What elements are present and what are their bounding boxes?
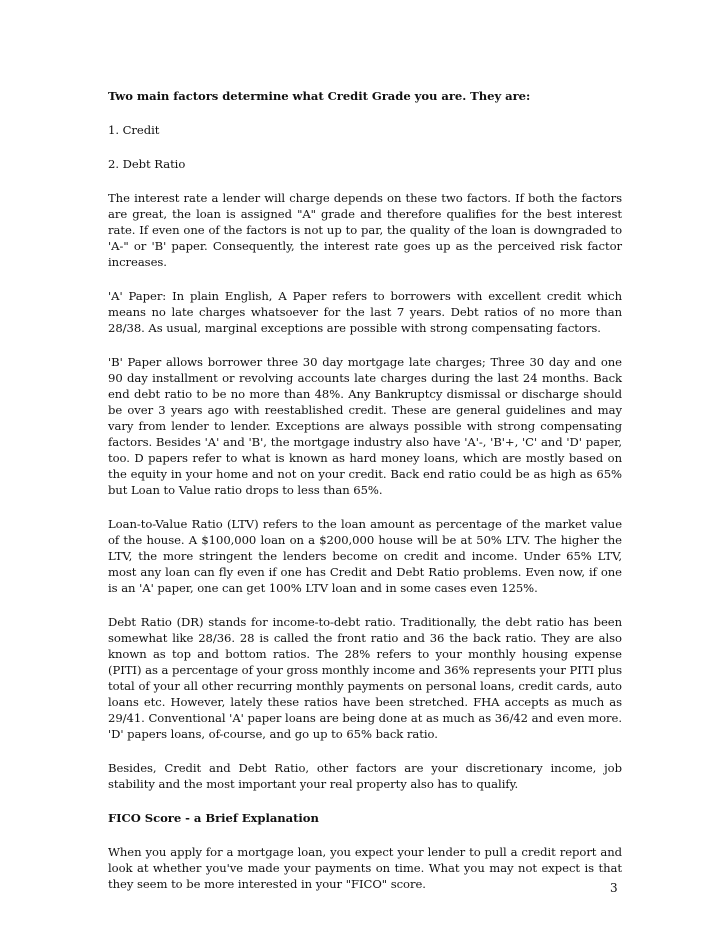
other-factors-paragraph: Besides, Credit and Debt Ratio, other factors are your discretionary income, job stability and the most important your real property also has to qualify. bbox=[108, 761, 622, 791]
b-paper-paragraph: 'B' Paper allows borrower three 30 day mortgage late charges; Three 30 day and one 90 day installment or revolving accounts late charges during the last 24 months. Back end debt ratio to be no more than 48%. Any Bankruptcy dismissal or discharge should be over 3 years ago with reestablished credit. These are general guidelines and may vary from lender to lender. Exceptions are always possible with strong compensating factors. Besides 'A' and 'B', the mortgage industry also have 'A'-, 'B'+, 'C' and 'D' paper, too. D papers refer to what is known as hard money loans, which are mostly based on the equity in your home and not on your credit. Back end ratio could be as high as 65% but Loan to Value ratio drops to less than 65%. bbox=[108, 355, 622, 497]
list-item-debt-ratio: 2. Debt Ratio bbox=[108, 157, 186, 171]
list-item-credit: 1. Credit bbox=[108, 123, 160, 137]
fico-heading: FICO Score - a Brief Explanation bbox=[108, 811, 319, 825]
ltv-paragraph: Loan-to-Value Ratio (LTV) refers to the loan amount as percentage of the market value of the house. A $100,000 loan on a $200,000 house will be at 50% LTV. The higher the LTV, the more stringent the lenders become on credit and income. Under 65% LTV, most any loan can fly even if one has Credit and Debt Ratio problems. Even now, if one is an 'A' paper, one can get 100% LTV loan and in some cases even 125%. bbox=[108, 517, 622, 595]
debt-ratio-paragraph: Debt Ratio (DR) stands for income-to-debt ratio. Traditionally, the debt ratio has been somewhat like 28/36. 28 is called the front ratio and 36 the back ratio. They are also known as top and bottom ratios. The 28% refers to your monthly housing expense (PITI) as a percentage of your gross monthly income and 36% represents your PITI plus total of your all other recurring monthly payments on personal loans, credit cards, auto loans etc. However, lately these ratios have been stretched. FHA accepts as much as 29/41. Conventional 'A' paper loans are being done at as much as 36/42 and even more. 'D' papers loans, of-course, and go up to 65% back ratio. bbox=[108, 615, 622, 741]
interest-rate-paragraph: The interest rate a lender will charge depends on these two factors. If both the factors are great, the loan is assigned "A" grade and therefore qualifies for the best interest rate. If even one of the factors is not up to par, the quality of the loan is downgraded to 'A-" or 'B' paper. Consequently, the interest rate goes up as the perceived risk factor increases. bbox=[108, 191, 622, 269]
intro-heading: Two main factors determine what Credit Grade you are. They are: bbox=[108, 89, 531, 103]
document-page bbox=[108, 76, 622, 910]
a-paper-paragraph: 'A' Paper: In plain English, A Paper refers to borrowers with excellent credit which means no late charges whatsoever for the last 7 years. Debt ratios of no more than 28/38. As usual, marginal exceptions are possible with strong compensating factors. bbox=[108, 289, 622, 335]
fico-paragraph: When you apply for a mortgage loan, you expect your lender to pull a credit report and look at whether you've made your payments on time. What you may not expect is that they seem to be more interested in your "FICO" score. bbox=[108, 845, 622, 891]
page-number: 3 bbox=[610, 881, 618, 895]
